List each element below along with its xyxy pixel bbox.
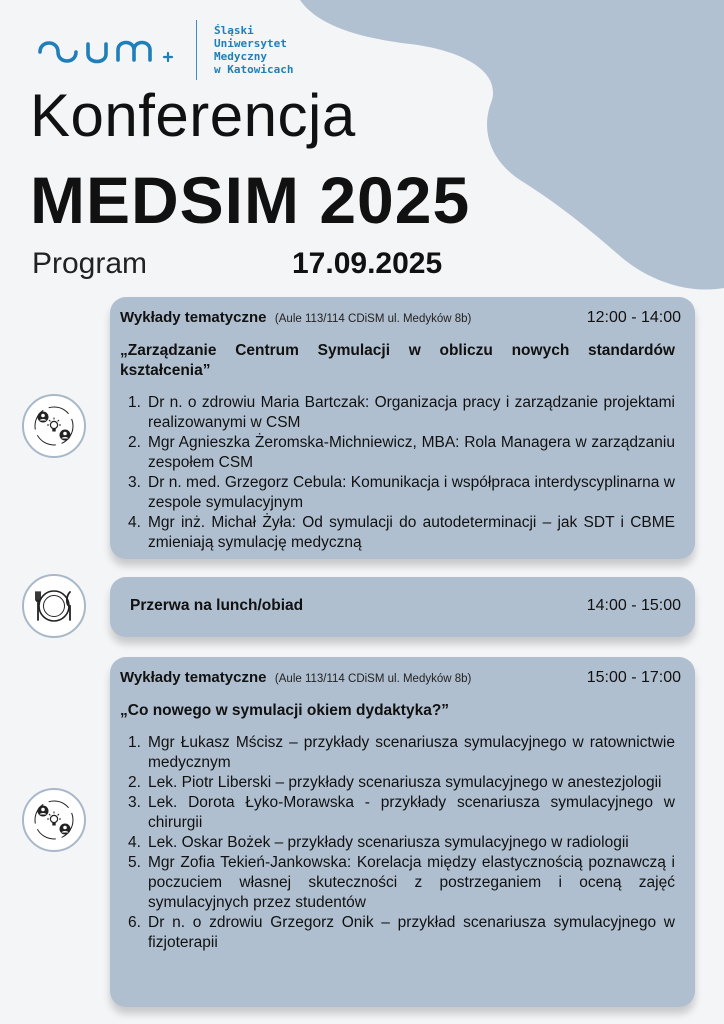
lunch-time: 14:00 - 15:00	[586, 597, 681, 614]
session1-icon-circle	[22, 394, 86, 458]
list-item	[128, 913, 675, 953]
list-item	[128, 393, 675, 433]
list-item	[128, 433, 675, 473]
session2-title: Wykłady tematyczne	[120, 669, 267, 686]
item-number: 1.	[128, 394, 141, 411]
list-item	[128, 473, 675, 513]
session2-subtitle: „Co nowego w symulacji okiem dydaktyka?”	[120, 702, 450, 719]
list-item	[128, 773, 675, 793]
list-item	[128, 853, 675, 913]
lunch-icon-circle	[22, 574, 86, 638]
item-text: Mgr Zofia Tekień-Jankowska: Korelacja między elastycznością poznawczą i poczuciem własnej skuteczności z postrzeganiem i oceną zajęć symulacyjnych przez studentów	[148, 854, 675, 911]
session2-list	[128, 733, 675, 953]
list-item	[128, 513, 675, 553]
people-lightbulb-icon	[24, 396, 84, 456]
university-name	[214, 24, 293, 76]
list-item	[128, 833, 675, 853]
session1-venue: (Aule 113/114 CDiSM ul. Medyków 8b)	[274, 313, 472, 325]
university-line: w Katowicach	[214, 63, 294, 76]
item-number: 4.	[128, 834, 141, 851]
item-number: 2.	[128, 434, 141, 451]
session1-header	[120, 309, 681, 333]
item-text: Mgr Agnieszka Żeromska-Michniewicz, MBA: Rola Managera w zarządzaniu zespołem CSM	[148, 434, 675, 471]
lunch-label: Przerwa na lunch/obiad	[130, 597, 304, 614]
item-text: Lek. Dorota Łyko-Morawska - przykłady scenariusza symulacyjnego w chirurgii	[148, 794, 675, 831]
item-number: 1.	[128, 734, 141, 751]
university-line: Uniwersytet	[214, 37, 287, 50]
university-line: Medyczny	[214, 50, 267, 63]
session1-card	[110, 297, 695, 559]
item-text: Lek. Piotr Liberski – przykłady scenariusza symulacyjnego w anestezjologii	[148, 774, 662, 791]
session2-time: 15:00 - 17:00	[586, 669, 681, 686]
logo-divider	[196, 20, 197, 80]
conference-label: Konferencja	[30, 82, 356, 149]
conference-title: MEDSIM 2025	[30, 163, 471, 237]
item-number: 3.	[128, 794, 141, 811]
item-text: Dr n. med. Grzegorz Cebula: Komunikacja i współpraca interdyscyplinarna w zespole symulacyjnym	[148, 474, 675, 511]
item-number: 6.	[128, 914, 141, 931]
session1-title: Wykłady tematyczne	[120, 309, 267, 326]
item-text: Mgr inż. Michał Żyła: Od symulacji do autodeterminacji – jak SDT i CBME zmieniają symulację medyczną	[148, 514, 675, 551]
list-item	[128, 733, 675, 773]
session1-time: 12:00 - 14:00	[586, 309, 681, 326]
item-number: 4.	[128, 514, 141, 531]
item-number: 2.	[128, 774, 141, 791]
plate-cutlery-icon	[24, 576, 84, 636]
item-text: Dr n. o zdrowiu Grzegorz Onik – przykład scenariusza symulacyjnego w fizjoterapii	[148, 914, 675, 951]
university-line: Śląski	[214, 24, 254, 37]
lunch-card	[110, 577, 695, 637]
item-number: 5.	[128, 854, 141, 871]
list-item	[128, 793, 675, 833]
session2-card	[110, 657, 695, 1007]
conference-date: 17.09.2025	[292, 247, 443, 280]
session2-icon-circle	[22, 788, 86, 852]
session1-subtitle: „Zarządzanie Centrum Symulacji w obliczu nowych standardów kształcenia”	[120, 342, 675, 379]
session2-header	[120, 669, 681, 693]
item-text: Dr n. o zdrowiu Maria Bartczak: Organizacja pracy i zarządzanie projektami realizowanymi w CSM	[148, 394, 675, 431]
item-text: Mgr Łukasz Mścisz – przykłady scenariusza symulacyjnego w ratownictwie medycznym	[148, 734, 675, 771]
people-lightbulb-icon	[24, 790, 84, 850]
session1-list	[128, 393, 675, 553]
item-number: 3.	[128, 474, 141, 491]
session2-venue: (Aule 113/114 CDiSM ul. Medyków 8b)	[274, 673, 472, 685]
sum-logo-icon	[36, 30, 184, 74]
program-label: Program	[32, 247, 148, 280]
item-text: Lek. Oskar Bożek – przykłady scenariusza symulacyjnego w radiologii	[148, 834, 629, 851]
